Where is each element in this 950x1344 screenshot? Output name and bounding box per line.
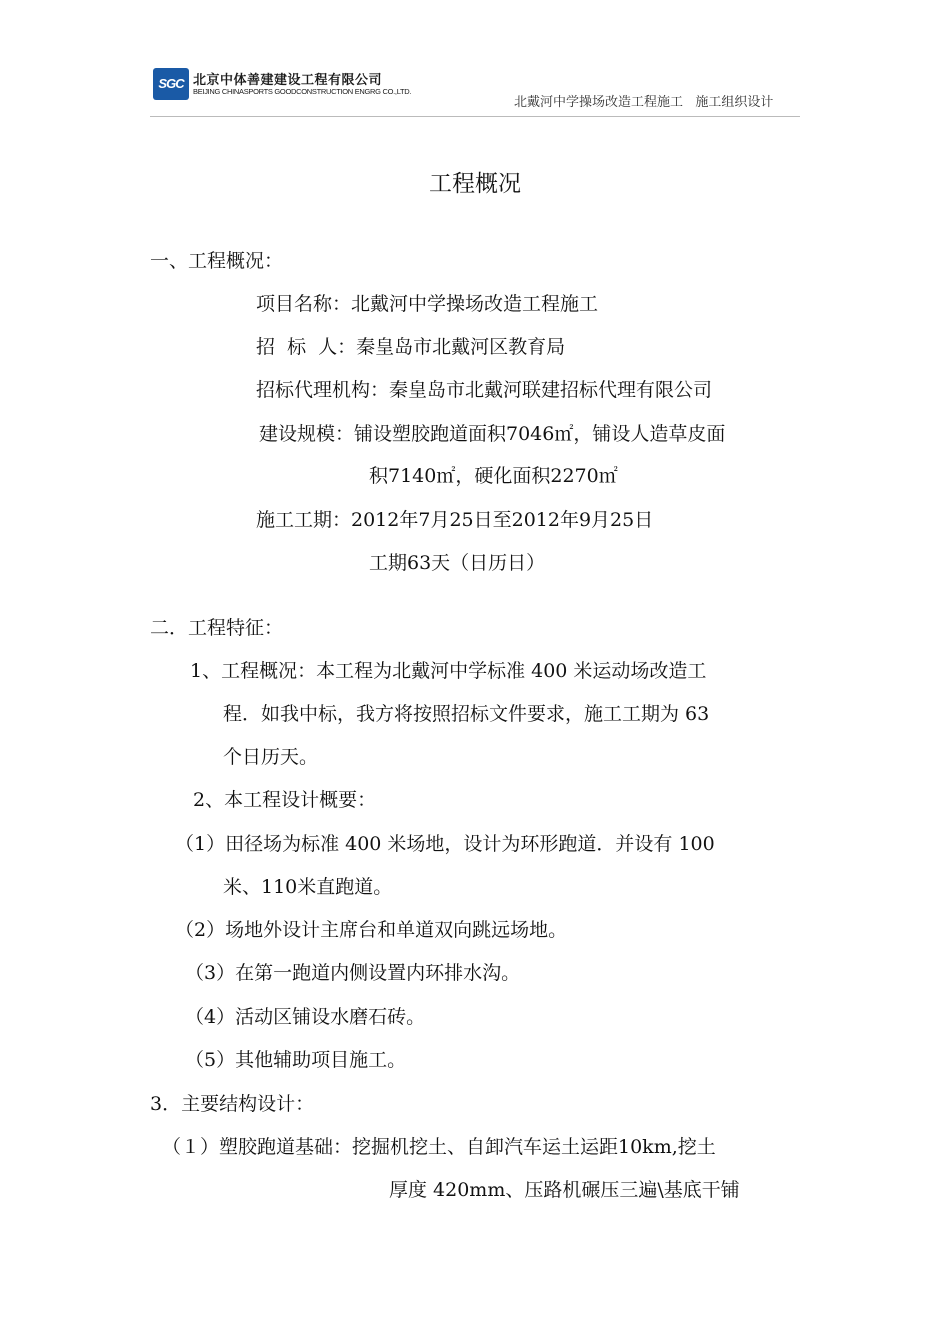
company-name-en: BEIJING CHINASPORTS GOODCONSTRUCTION ENGRG CO.,LTD. xyxy=(193,87,412,96)
item1-line-3: 个日历天。 xyxy=(223,746,319,768)
logo-mark: SGC xyxy=(153,68,189,100)
agency: 招标代理机构：秦皇岛市北戴河联建招标代理有限公司 xyxy=(256,379,713,401)
bidder: 招 标 人：秦皇岛市北戴河区教育局 xyxy=(256,336,566,358)
item1-line-1: 1、工程概况：本工程为北戴河中学标准 400 米运动场改造工 xyxy=(190,660,707,682)
company-logo xyxy=(153,68,423,102)
section2-heading: 二．工程特征： xyxy=(150,617,284,639)
project-name: 项目名称：北戴河中学操场改造工程施工 xyxy=(256,293,599,315)
section3-sub1-line-1: （１）塑胶跑道基础：挖掘机挖土、自卸汽车运土运距10km,挖土 xyxy=(162,1136,716,1158)
item1-line-2: 程．如我中标，我方将按照招标文件要求，施工工期为 63 xyxy=(223,703,710,725)
period-line-2: 工期63天（日历日） xyxy=(369,552,546,574)
sub1-line-2: 米、110米直跑道。 xyxy=(223,876,393,898)
sub3: （3）在第一跑道内侧设置内环排水沟。 xyxy=(185,962,521,984)
sub2: （2）场地外设计主席台和单道双向跳远场地。 xyxy=(175,919,568,941)
company-name-cn: 北京中体善建建设工程有限公司 xyxy=(193,73,383,88)
header-divider xyxy=(150,116,800,117)
section3-sub1-line-2: 厚度 420mm、压路机碾压三遍\基底干铺 xyxy=(389,1179,740,1201)
sub1-line-1: （1）田径场为标准 400 米场地，设计为环形跑道．并设有 100 xyxy=(175,833,715,855)
period-line-1: 施工工期：2012年7月25日至2012年9月25日 xyxy=(256,509,654,531)
sub5: （5）其他辅助项目施工。 xyxy=(185,1049,407,1071)
section1-heading: 一、工程概况： xyxy=(150,250,284,272)
scale-line-1: 建设规模：铺设塑胶跑道面积7046㎡，铺设人造草皮面 xyxy=(259,423,726,445)
sub4: （4）活动区铺设水磨石砖。 xyxy=(185,1006,426,1028)
section3-heading: 3．主要结构设计： xyxy=(150,1093,315,1115)
scale-line-2: 积7140㎡，硬化面积2270㎡ xyxy=(369,465,618,487)
item2-heading: 2、本工程设计概要： xyxy=(193,789,377,811)
document-label: 北戴河中学操场改造工程施工 施工组织设计 xyxy=(514,95,774,110)
page-title: 工程概况 xyxy=(429,171,521,197)
